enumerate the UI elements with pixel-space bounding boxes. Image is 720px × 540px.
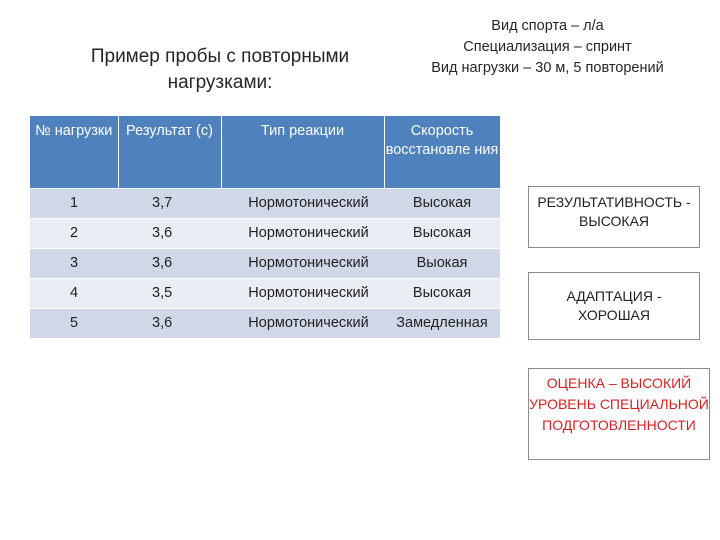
cell-recovery-speed: Замедленная [384,308,500,338]
table-row [30,308,500,338]
cell-recovery-speed: Выокая [384,248,500,278]
cell-reaction-type: Нормотонический [221,188,384,218]
table-row [30,278,500,308]
adaptation-box: АДАПТАЦИЯ - ХОРОШАЯ [528,272,700,340]
cell-result: 3,5 [118,278,221,308]
specialization: Специализация – спринт [463,39,632,55]
results-table [30,116,501,338]
header-reaction-type: Тип реакции [221,116,384,188]
cell-load-number: 4 [30,278,118,308]
header-recovery-speed: Скорость восстановле ния [384,116,500,188]
slide-title: Пример пробы с повторными нагрузками: [90,46,350,93]
result-box: РЕЗУЛЬТАТИВНОСТЬ - ВЫСОКАЯ [528,186,700,248]
cell-result: 3,6 [118,248,221,278]
cell-reaction-type: Нормотонический [221,248,384,278]
table-header-row [30,116,500,188]
cell-reaction-type: Нормотонический [221,278,384,308]
sport-type: Вид спорта – л/а [491,18,604,34]
cell-load-number: 5 [30,308,118,338]
table-row [30,188,500,218]
sport-info [405,16,690,79]
header-load-number: № нагрузки [30,116,118,188]
cell-result: 3,6 [118,308,221,338]
cell-recovery-speed: Высокая [384,218,500,248]
assessment-box: ОЦЕНКА – ВЫСОКИЙ УРОВЕНЬ СПЕЦИАЛЬНОЙ ПОДГОТОВЛЕННОСТИ [528,368,710,460]
cell-reaction-type: Нормотонический [221,308,384,338]
cell-recovery-speed: Высокая [384,278,500,308]
table-row [30,248,500,278]
cell-load-number: 3 [30,248,118,278]
cell-load-number: 2 [30,218,118,248]
load-type: Вид нагрузки – 30 м, 5 повторений [431,60,664,76]
cell-reaction-type: Нормотонический [221,218,384,248]
cell-result: 3,7 [118,188,221,218]
cell-result: 3,6 [118,218,221,248]
cell-recovery-speed: Высокая [384,188,500,218]
cell-load-number: 1 [30,188,118,218]
header-result: Результат (с) [118,116,221,188]
table-row [30,218,500,248]
